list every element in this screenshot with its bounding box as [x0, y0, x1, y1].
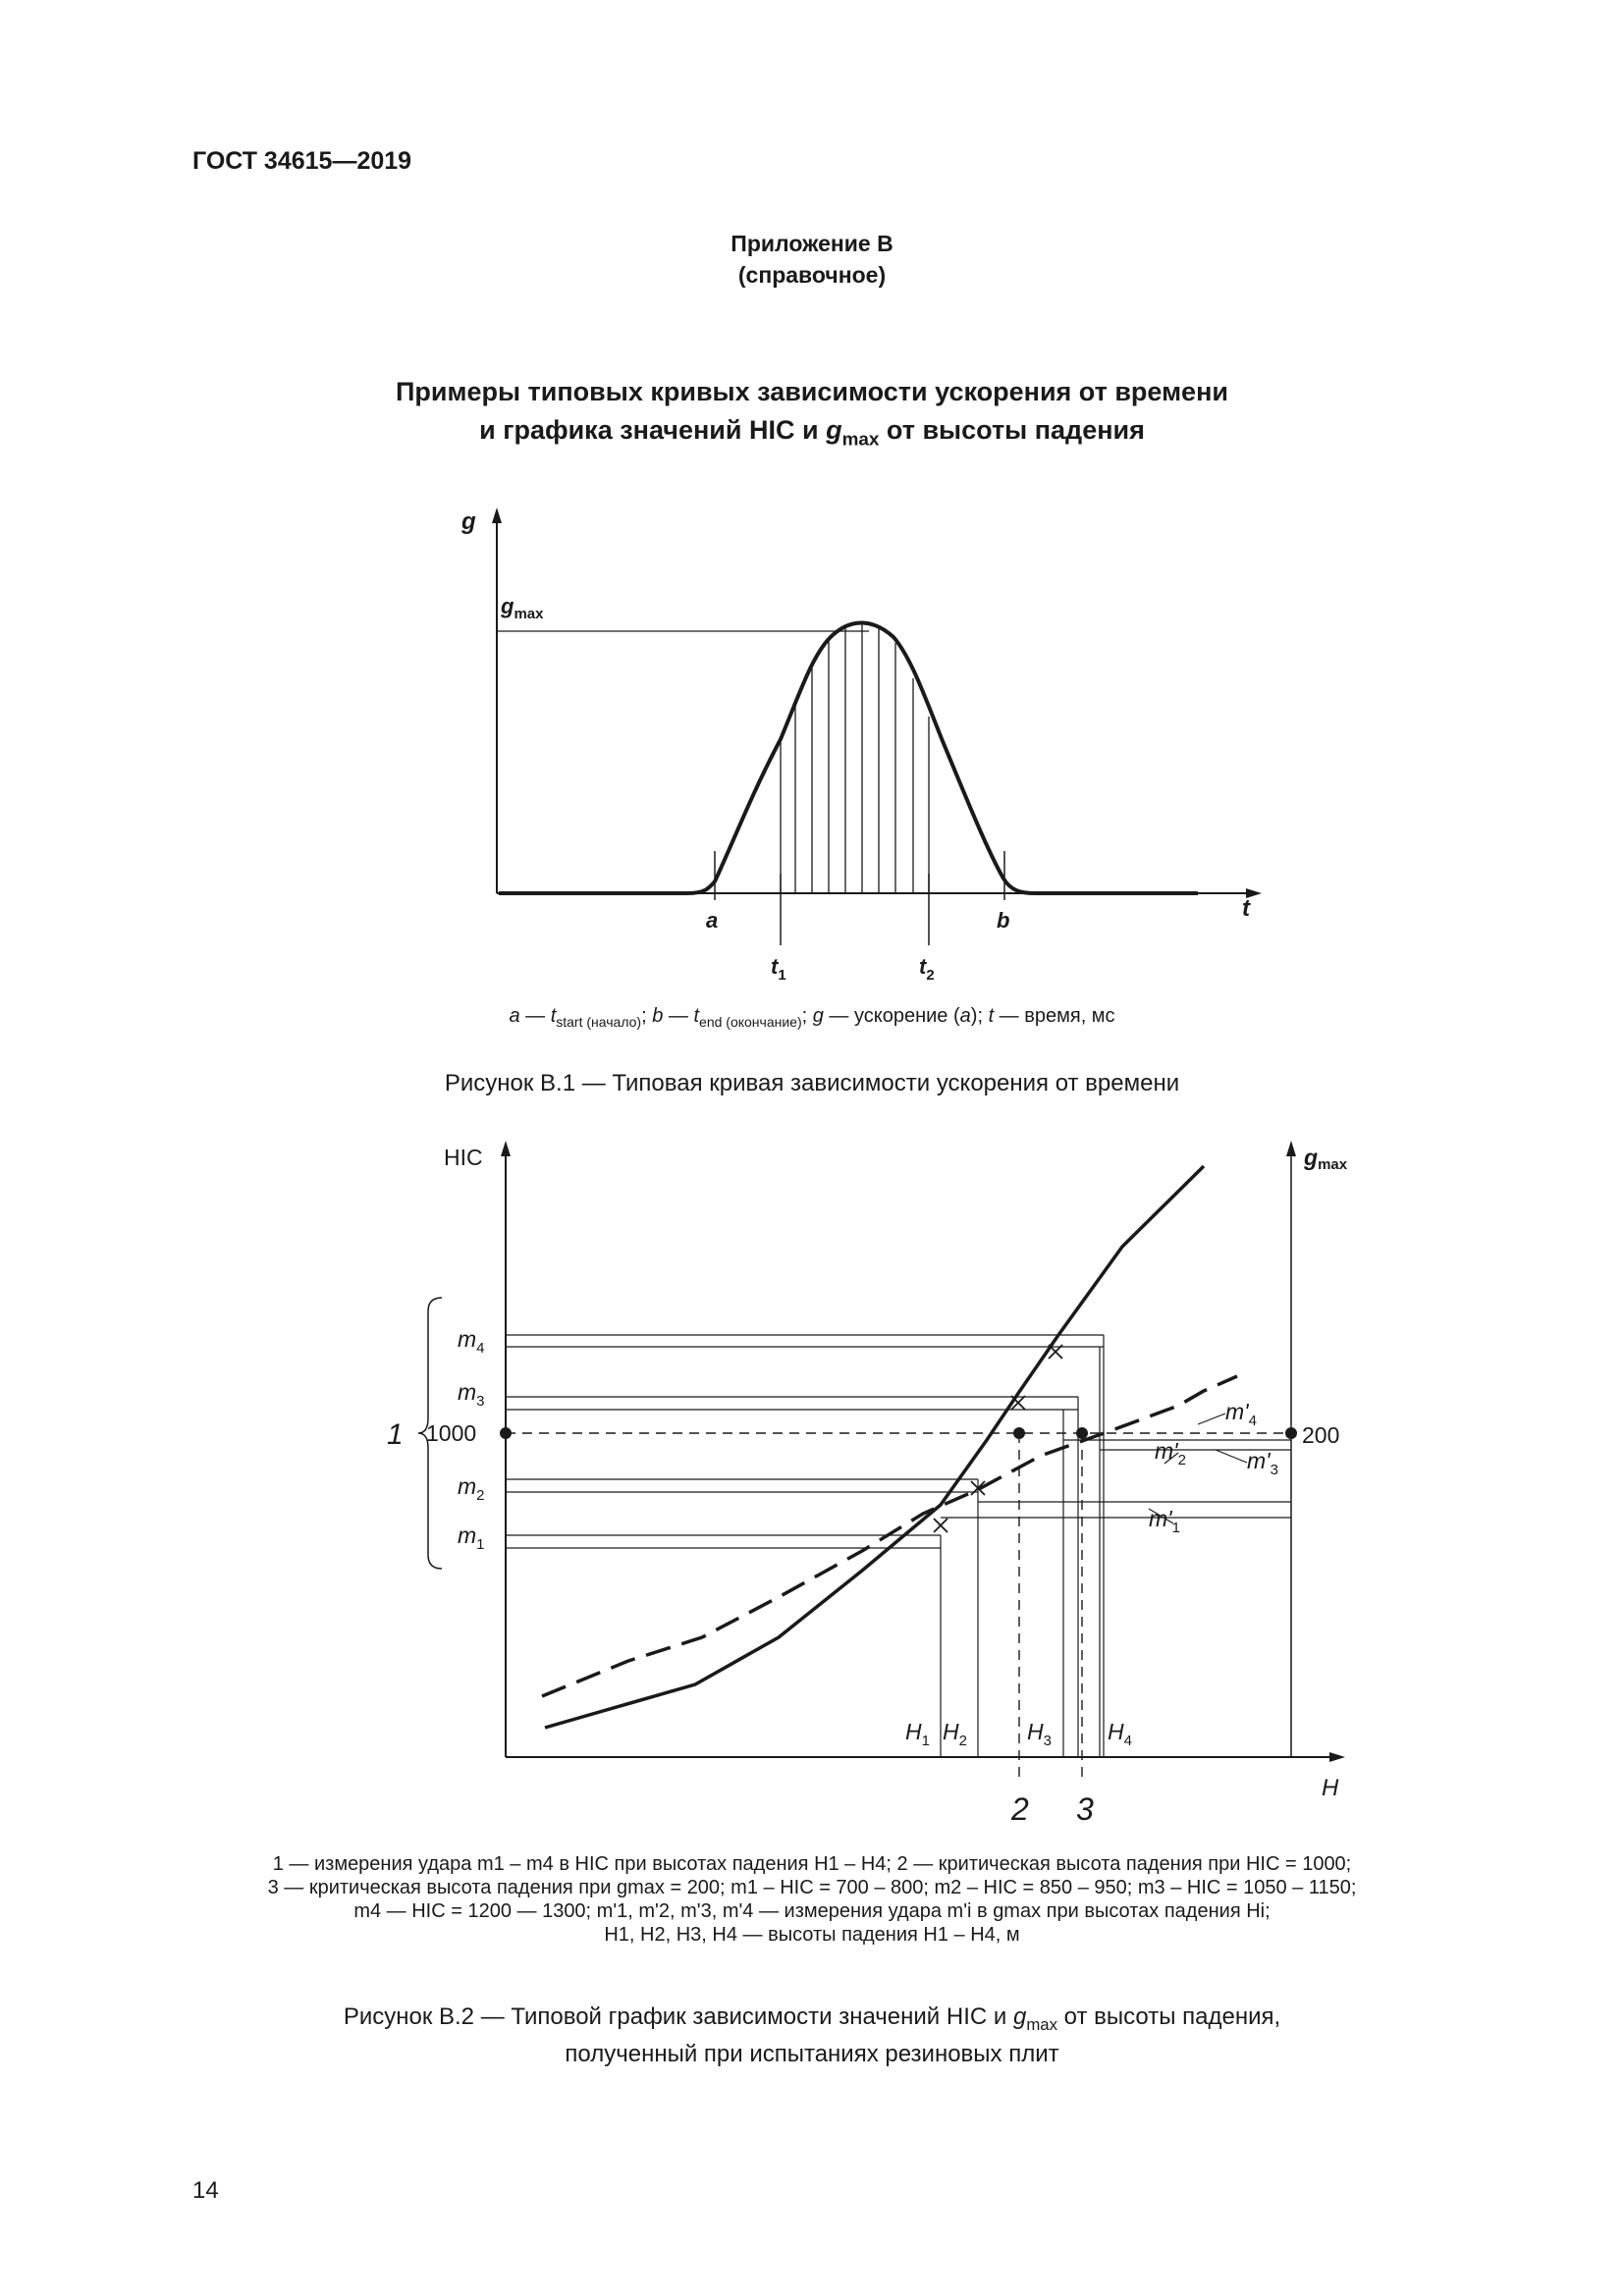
fig2-label-mp4: $m'_4$ — [1225, 1399, 1257, 1429]
figure2-chart — [387, 1119, 1375, 1845]
appendix-heading — [0, 228, 1624, 291]
fig1-hatching — [781, 624, 929, 893]
figure1-caption: Рисунок В.1 — Типовая кривая зависимости ускорения от времени — [444, 1070, 1180, 1096]
fig1-y-arrow-icon — [492, 507, 502, 523]
figure2-legend — [0, 1852, 1624, 1947]
fig2-hic-curve — [545, 1166, 1204, 1728]
fig2-label-m1: $m_1$ — [458, 1522, 485, 1553]
fig2-label-mp1: $m'_1$ — [1149, 1506, 1180, 1536]
fig1-a-label: a — [706, 908, 719, 933]
page-number: 14 — [192, 2177, 219, 2204]
document-code: ГОСТ 34615—2019 — [192, 147, 412, 175]
figure2-legend-line4: H1, H2, H3, H4 — высоты падения H1 – H4, м — [604, 1924, 1020, 1946]
appendix-subtitle: (справочное) — [737, 262, 887, 288]
fig2-marker-2: 2 — [1011, 1791, 1029, 1827]
appendix-title: Приложение В — [731, 231, 893, 256]
fig2-marker-3: 3 — [1076, 1791, 1094, 1827]
figure2-caption-line1: Рисунок В.2 — Типовой график зависимости значений HIC и $g_{max}$ от высоты падения, — [343, 2003, 1281, 2034]
fig2-gmax-arrow-icon — [1286, 1141, 1296, 1156]
fig2-cross-marks — [934, 1345, 1062, 1532]
fig2-label-mp2: $m'_2$ — [1155, 1438, 1186, 1468]
fig2-gmax-axis-label: gmax — [1304, 1145, 1348, 1173]
fig2-h-arrow-icon — [1329, 1752, 1345, 1762]
fig2-gmax-curve — [542, 1376, 1237, 1696]
fig2-label-h1: $H_1$ — [905, 1719, 930, 1749]
main-title — [0, 373, 1624, 458]
figure2-legend-line2: 3 — критическая высота падения при gmax = 200; m1 – HIC = 700 – 800; m2 – HIC = 850 – 950; m3 – HIC = 1050 – 1150; — [267, 1877, 1357, 1898]
fig2-label-m3: $m_3$ — [458, 1379, 485, 1410]
fig2-label-1000: 1000 — [426, 1420, 477, 1446]
fig2-label-h2: $H_2$ — [943, 1719, 967, 1749]
fig2-point-hic-critical — [1013, 1427, 1025, 1439]
fig2-hic-arrow-icon — [501, 1141, 511, 1156]
fig2-point-200-right — [1285, 1427, 1297, 1439]
figure2-legend-line1: 1 — измерения удара m1 – m4 в HIC при высотах падения H1 – H4; 2 — критическая высота падения при HIC = 1000; — [272, 1853, 1352, 1875]
fig1-b-label: b — [997, 908, 1010, 933]
fig2-hic-axis-label: HIC — [444, 1145, 483, 1170]
fig1-acceleration-curve — [499, 622, 1198, 893]
fig2-point-gmax-critical — [1076, 1427, 1088, 1439]
fig1-y-label: g — [461, 508, 476, 535]
figure2-caption — [0, 2002, 1624, 2069]
figure2-caption-line2: полученный при испытаниях резиновых плит — [565, 2040, 1059, 2067]
fig2-h-axis-label: H — [1322, 1775, 1339, 1801]
main-title-line1: Примеры типовых кривых зависимости ускорения от времени — [396, 377, 1228, 406]
main-title-line2: и графика значений HIC и $g_{max}$ от высоты падения — [479, 415, 1145, 451]
fig1-x-label: t — [1242, 895, 1250, 922]
fig2-label-m4: $m_4$ — [458, 1326, 485, 1357]
fig2-label-h4: $H_4$ — [1108, 1719, 1132, 1749]
fig2-label-200: 200 — [1302, 1422, 1340, 1448]
figure2-legend-line3: m4 — HIC = 1200 — 1300; m'1, m'2, m'3, m'4 — измерения удара m'i в gmax при высотах падения Hi; — [353, 1900, 1271, 1922]
fig2-critical-dashed — [506, 1433, 1291, 1779]
fig2-label-h3: $H_3$ — [1027, 1719, 1052, 1749]
fig1-t2-label: $t_2$ — [919, 954, 935, 984]
fig2-label-mp3: $m'_3$ — [1247, 1448, 1278, 1478]
fig1-gmax-label: $g_{max}$ — [501, 594, 544, 622]
figure1-chart — [422, 496, 1286, 987]
fig2-point-1000-left — [500, 1427, 512, 1439]
figure1-legend: a — $t_{start (начало)}$; b — $t_{end (окончание)}$; g — ускорение (a); t — время, мс — [509, 1005, 1115, 1030]
fig2-label-m2: $m_2$ — [458, 1473, 485, 1504]
fig1-t1-label: $t_1$ — [771, 954, 786, 984]
fig2-bracket-label: 1 — [387, 1418, 404, 1451]
